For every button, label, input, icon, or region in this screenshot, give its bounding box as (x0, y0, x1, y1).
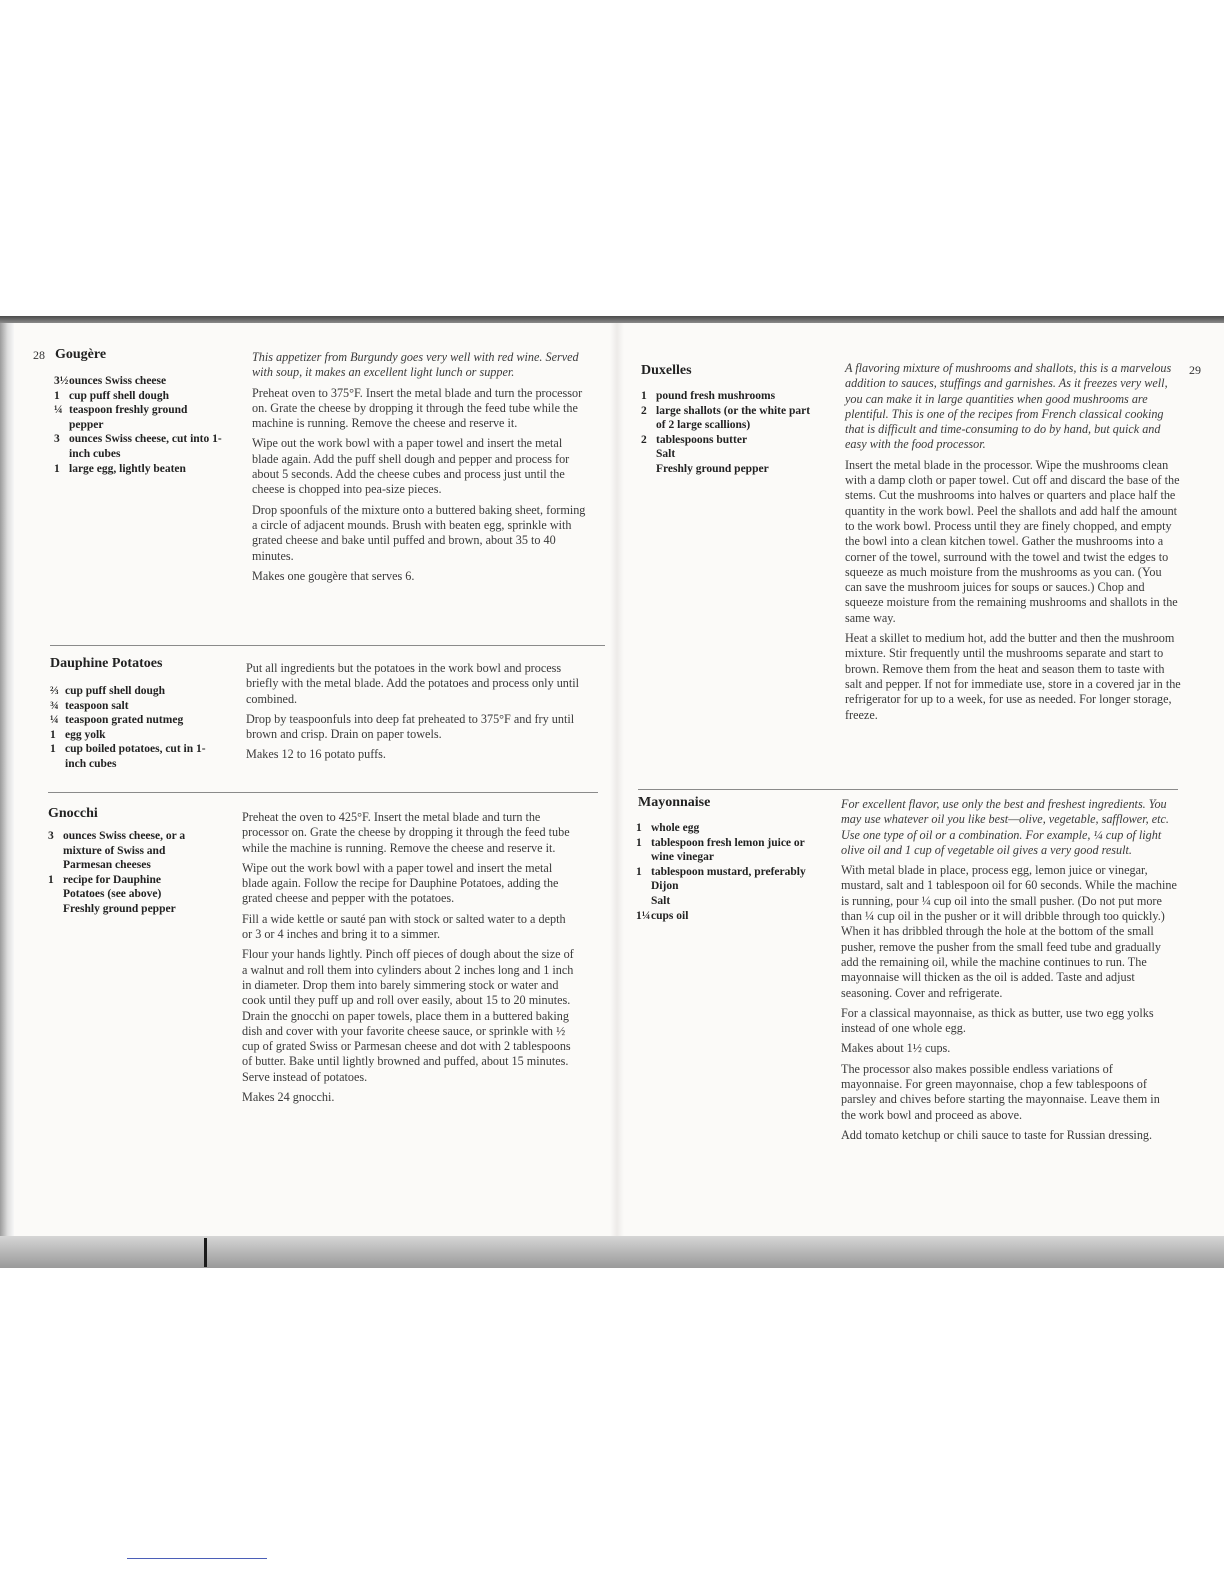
ingredient-item: Salt (651, 894, 671, 907)
gougere-ingredients (54, 374, 222, 476)
ingredient-item: Salt (656, 448, 676, 461)
gougere-method (252, 350, 588, 589)
ingredient-item: 1 egg yolk (50, 728, 106, 741)
ingredient-item: 1 cup boiled potatoes, cut in 1-inch cubes (50, 743, 206, 770)
dauphine-title: Dauphine Potatoes (50, 656, 163, 671)
duxelles-title: Duxelles (641, 363, 692, 378)
method-paragraph: Add tomato ketchup or chili sauce to taste for Russian dressing. (841, 1127, 1153, 1142)
ingredient-item: 1 tablespoon mustard, preferably Dijon (636, 865, 806, 893)
method-paragraph: Heat a skillet to medium hot, add the butter and then the mushroom mixture. Stir frequently until the mushrooms separate and start to brown. Remove them from the heat and season them to taste with salt and pepper. If not for immediate use, store in a covered jar in the refrigerator for up to a week, for use as needed. For longer storage, freeze. (845, 631, 1181, 722)
yield-text: Makes 24 gnocchi. (242, 1090, 335, 1105)
mayonnaise-title: Mayonnaise (638, 795, 711, 810)
ingredient-item: ¼ teaspoon freshly ground pepper (54, 404, 188, 431)
method-paragraph: The processor also makes possible endless variations of mayonnaise. For green mayonnaise, chop a few tablespoons of parsley and chives before starting the mayonnaise. Leave them in the work bowl and proceed as above. (841, 1061, 1160, 1122)
ingredient-item: 2 tablespoons butter (641, 433, 748, 446)
section-divider (638, 789, 1178, 790)
duxelles-method (845, 361, 1181, 728)
method-paragraph: Wipe out the work bowl with a paper towel and insert the metal blade again. Add the puff shell dough and pepper and process for about 5 seconds. Add the cheese cubes and process just until the cheese is chopped into pea-size pieces. (252, 436, 570, 497)
method-paragraph: Drop by teaspoonfuls into deep fat preheated to 375°F and fry until brown and crisp. Drain on paper towels. (246, 711, 575, 742)
ingredient-item: 1 recipe for Dauphine Potatoes (see above) (48, 873, 162, 901)
scan-bottom-edge (0, 1236, 1224, 1268)
ingredient-item: 3½ ounces Swiss cheese (54, 375, 167, 387)
ingredient-item: 3 ounces Swiss cheese, cut into 1-inch cubes (54, 433, 222, 460)
gnocchi-ingredients (48, 829, 203, 917)
dauphine-method (246, 661, 582, 768)
ingredient-item: ¾ teaspoon salt (50, 699, 129, 712)
ingredient-item: ⅔ cup puff shell dough (50, 685, 166, 697)
ingredient-item: Freshly ground pepper (63, 902, 176, 915)
book-edge (0, 323, 14, 1236)
gougere-title: Gougère (55, 347, 107, 362)
section-divider (48, 792, 598, 793)
section-divider (50, 645, 605, 646)
left-page-number: 28 (33, 348, 45, 362)
ingredient-item: ¼ teaspoon grated nutmeg (50, 714, 184, 727)
gnocchi-method (242, 810, 578, 1110)
ingredient-item: 1 tablespoon fresh lemon juice or wine vinegar (636, 836, 805, 864)
right-page-number: 29 (1189, 363, 1201, 377)
ingredient-item: 1¼ cups oil (636, 909, 689, 922)
method-paragraph: Drop spoonfuls of the mixture onto a buttered baking sheet, forming a circle of adjacent mounds. Brush with beaten egg, sprinkle with grated cheese and bake until puffed and brown, about 35 to 40 minutes. (252, 502, 586, 563)
gnocchi-title: Gnocchi (48, 806, 98, 821)
ingredient-item: 1 pound fresh mushrooms (641, 390, 776, 402)
scan-mark (204, 1238, 207, 1267)
dauphine-ingredients (50, 684, 220, 772)
mayonnaise-ingredients (636, 821, 818, 923)
method-paragraph: With metal blade in place, process egg, lemon juice or vinegar, mustard, salt and 1 tablespoon oil for 60 seconds. While the machine is running, pour ¼ cup oil into the small pusher. (Do not put more than ¼ cup oil in the pusher or it will dribble through too quickly.) When it has dribbled through the hole at the bottom of the small pusher, remove the pusher from the small feed tube and gradually add the remaining oil, while the machine continues to run. The mayonnaise will thicken as the oil is added. Taste and adjust seasoning. Cover and refrigerate. (841, 863, 1177, 1000)
method-paragraph: For a classical mayonnaise, as thick as butter, use two egg yolks instead of one whole egg. (841, 1005, 1154, 1036)
method-paragraph: Fill a wide kettle or sauté pan with stock or salted water to a depth or 3 or 4 inches and bring it to a simmer. (242, 911, 566, 942)
ingredient-item: 1 cup puff shell dough (54, 389, 170, 402)
method-paragraph: Preheat the oven to 425°F. Insert the metal blade and turn the processor on. Grate the cheese by dropping it through the feed tube while the machine is running. Remove the cheese and reserve it. (242, 810, 570, 855)
ingredient-item: Freshly ground pepper (656, 462, 769, 475)
duxelles-ingredients (641, 389, 811, 477)
method-paragraph: Wipe out the work bowl with a paper towel and insert the metal blade again. Follow the recipe for Dauphine Potatoes, adding the grated cheese and pepper with the potatoes. (242, 860, 559, 906)
book-spine (610, 323, 624, 1236)
method-paragraph: Put all ingredients but the potatoes in the work bowl and process briefly with the metal blade. Add the potatoes and process only until combined. (246, 661, 580, 706)
method-paragraph: Flour your hands lightly. Pinch off pieces of dough about the size of a walnut and roll them into cylinders about 2 inches long and 1 inch in diameter. Drop them into barely simmering stock or water and cook until they puff up and roll over easily, about 15 to 20 minutes. Drain the gnocchi on paper towels, place them in a buttered baking dish and cover with your favorite cheese sauce, or sprinkle with ½ cup of grated Swiss or Parmesan cheese and dot with 2 tablespoons of butter. Bake until lightly browned and puffed, about 15 minutes. Serve instead of potatoes. (242, 947, 574, 1084)
scan-top-edge (0, 316, 1224, 323)
ingredient-item: 2 large shallots (or the white part of 2 large scallions) (641, 404, 811, 432)
method-paragraph: Preheat oven to 375°F. Insert the metal blade and turn the processor on. Grate the cheese by dropping it through the feed tube while the machine is running. Remove the cheese and reserve it. (252, 385, 583, 431)
footer-link-underline (127, 1558, 267, 1559)
yield-text: Makes about 1½ cups. (841, 1041, 951, 1056)
ingredient-item: 1 large egg, lightly beaten (54, 462, 186, 475)
gougere-intro: This appetizer from Burgundy goes very well with red wine. Served with soup, it makes an excellent light lunch or supper. (252, 350, 579, 380)
yield-text: Makes one gougère that serves 6. (252, 568, 415, 583)
method-paragraph: Insert the metal blade in the processor. Wipe the mushrooms clean with a damp cloth or paper towel. Cut off and discard the base of the stems. Cut the mushrooms into halves or quarters and place half the quantity in the work bowl. Peel the shallots and add half the amount to the work bowl. Process until they are finely chopped, and empty the bowl into a clean kitchen towel. Gather the mushrooms into a corner of the towel, surround with the towel and twist the edges to squeeze as much moisture from the mushrooms as you can. (You can save the mushroom juices for soups or sauces.) Chop and squeeze moisture from the remaining mushrooms and shallots in the same way. (845, 457, 1180, 625)
ingredient-item: 1 whole egg (636, 822, 700, 834)
mayonnaise-method (841, 797, 1177, 1148)
ingredient-item: 3 ounces Swiss cheese, or a mixture of Swiss and Parmesan cheeses (48, 830, 186, 872)
mayonnaise-intro: For excellent flavor, use only the best and freshest ingredients. You may use whatever oil you like best—olive, vegetable, safflower, etc. Use one type of oil or a combination. For example, ¼ cup of light olive oil and 1 cup of vegetable oil gives a very good result. (841, 797, 1169, 857)
yield-text: Makes 12 to 16 potato puffs. (246, 747, 386, 762)
duxelles-intro: A flavoring mixture of mushrooms and shallots, this is a marvelous addition to sauces, stuffings and garnishes. As it freezes very well, you can make it in large quantities when good mushrooms are plentiful. This is one of the recipes from French classical cooking that is difficult and time-consuming to do by hand, but quick and easy with the food processor. (845, 361, 1172, 452)
